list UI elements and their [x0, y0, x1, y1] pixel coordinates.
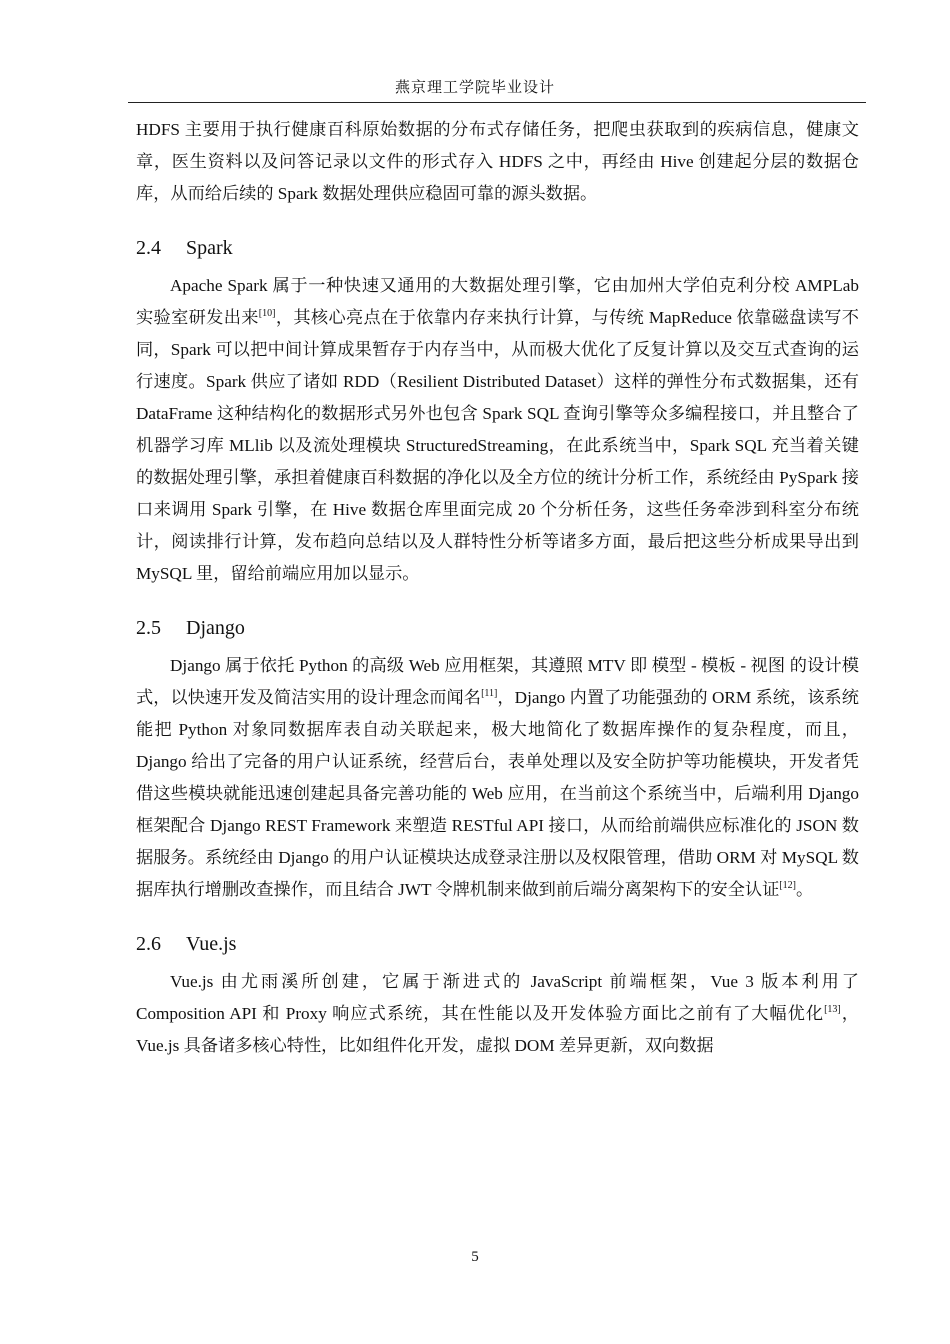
section-number: 2.5	[136, 617, 161, 639]
header-rule	[128, 102, 866, 103]
paragraph-text: ，Django 内置了功能强劲的 ORM 系统，该系统能把 Python 对象同数据库表自动关联起来，极大地简化了数据库操作的复杂程度，而且，Django 给出了完备的用户认证系统，经营后台，表单处理以及安全防护等功能模块，开发者凭借这些模块就能迅速创建起具备完善功能的 Web 应用，在当前这个系统当中，后端利用 Django 框架配合 Django REST Framework 来塑造 RESTful API 接口，从而给前端供应标准化的 JSON 数据服务。系统经由 Django 的用户认证模块达成登录注册以及权限管理，借助 ORM 对 MySQL 数据库执行增删改查操作，而且结合 JWT 令牌机制来做到前后端分离架构下的安全认证	[136, 688, 859, 899]
section-number: 2.4	[136, 237, 161, 259]
paragraph-text: Django 属于依托 Python 的高级 Web 应用框架，其遵照 MTV 即 模型 - 模板 - 视图 的设计模式，以快速开发及简洁实用的设计理念而闻名	[136, 656, 859, 707]
section-heading-spark	[136, 232, 859, 264]
page-number: 5	[471, 1249, 479, 1265]
paragraph-text: Apache Spark 属于一种快速又通用的大数据处理引擎，它由加州大学伯克利分校 AMPLab 实验室研发出来	[136, 276, 859, 327]
paragraph-text: ，Vue.js 具备诸多核心特性，比如组件化开发，虚拟 DOM 差异更新，双向数据	[136, 1004, 859, 1055]
citation: [13]	[824, 1004, 841, 1015]
paragraph-text: Vue.js 由尤雨溪所创建，它属于渐进式的 JavaScript 前端框架，Vue 3 版本利用了 Composition API 和 Proxy 响应式系统，其在性能以及开发体验方面比之前有了大幅优化	[136, 972, 859, 1023]
citation: [12]	[779, 880, 796, 891]
paragraph-text: ，其核心亮点在于依靠内存来执行计算，与传统 MapReduce 依靠磁盘读写不同，Spark 可以把中间计算成果暂存于内存当中，从而极大优化了反复计算以及交互式查询的运行速度。Spark 供应了诸如 RDD（Resilient Distributed Dataset）这样的弹性分布式数据集，还有 DataFrame 这种结构化的数据形式另外也包含 Spark SQL 查询引擎等众多编程接口，并且整合了机器学习库 MLlib 以及流处理模块 StructuredStreaming，在此系统当中，Spark SQL 充当着关键的数据处理引擎，承担着健康百科数据的净化以及全方位的统计分析工作，系统经由 PySpark 接口来调用 Spark 引擎，在 Hive 数据仓库里面完成 20 个分析任务，这些任务牵涉到科室分布统计，阅读排行计算，发布趋向总结以及人群特性分析等诸多方面，最后把这些分析成果导出到 MySQL 里，留给前端应用加以显示。	[136, 308, 859, 583]
page-header: 燕京理工学院毕业设计	[394, 80, 555, 96]
section-title: Spark	[186, 237, 233, 259]
section-number: 2.6	[136, 933, 161, 955]
citation: [10]	[258, 308, 276, 319]
section-heading-vuejs	[136, 928, 859, 960]
spark-paragraph	[136, 270, 859, 590]
section-heading-django	[136, 612, 859, 644]
django-paragraph	[136, 650, 859, 906]
section-title: Vue.js	[186, 933, 237, 955]
citation: [11]	[481, 688, 498, 699]
intro-paragraph: HDFS 主要用于执行健康百科原始数据的分布式存储任务，把爬虫获取到的疾病信息，健康文章，医生资料以及问答记录以文件的形式存入 HDFS 之中，再经由 Hive 创建起分层的数据仓库，从而给后续的 Spark 数据处理供应稳固可靠的源头数据。	[136, 120, 859, 203]
vuejs-paragraph	[136, 966, 859, 1062]
section-title: Django	[186, 617, 245, 639]
page-content	[136, 114, 859, 1062]
paragraph-text: 。	[795, 880, 814, 899]
